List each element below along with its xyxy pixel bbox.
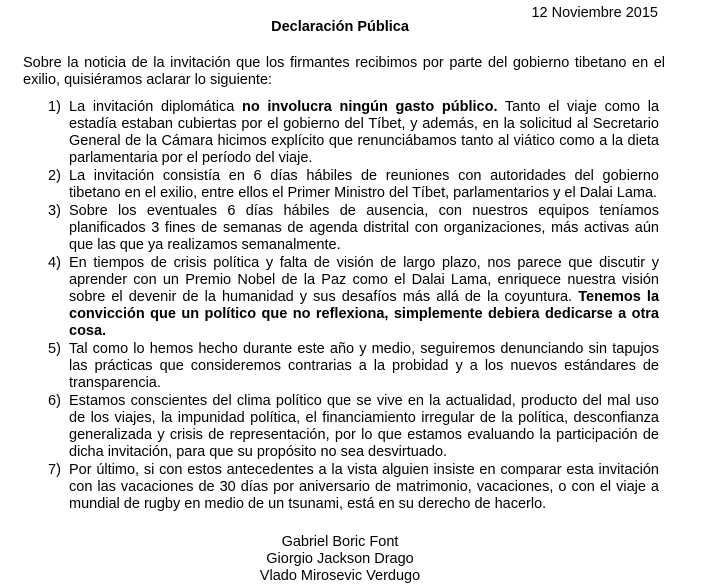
point-emphasis: no involucra ningún gasto público.: [242, 99, 498, 115]
point-number: 7): [48, 462, 61, 478]
point-emphasis: Tenemos la convicción que un político que no reflexiona, simplemente debiera dedicarse a otra cosa.: [69, 289, 660, 339]
point-text: Por último, si con estos antecedentes a la vista alguien insiste en comparar esta invitación con las vacaciones de 30 días por aniversario de matrimonio, vacaciones, o con el viaje a mundial de rugby en medio de un tsunami, está en su derecho de hacerlo.: [69, 462, 659, 512]
list-item: [0, 341, 715, 392]
numbered-points-list: [0, 99, 715, 514]
signatory-name: Vlado Mirosevic Verdugo: [259, 568, 421, 584]
point-text: La invitación diplomática no involucra ningún gasto público. Tanto el viaje como la estadía estaban cubiertas por el gobierno del Tíbet, y además, en la solicitud al Secretario General de la Cámara hicimos explícito que renunciábamos tanto al viático como a la dieta parlamentaria por el período del viaje.: [69, 99, 660, 166]
signature-block: [0, 534, 680, 585]
list-item: [0, 393, 715, 461]
list-item: [0, 255, 715, 340]
point-text: La invitación consistía en 6 días hábiles de reuniones con autoridades del gobierno tibetano en el exilio, entre ellos el Primer Ministro del Tíbet, parlamentarios y el Dalai Lama.: [69, 168, 659, 201]
point-text: Tal como lo hemos hecho durante este año y medio, seguiremos denunciando sin tapujos las prácticas que consideremos contrarias a la probidad y a los nuevos estándares de transparencia.: [69, 341, 659, 391]
signatory-name: Giorgio Jackson Drago: [266, 551, 414, 567]
point-number: 4): [48, 255, 61, 271]
point-text: Estamos conscientes del clima político que se vive en la actualidad, producto del mal uso de los viajes, la impunidad política, el financiamiento irregular de la política, desconfianza generalizada y crisis de representación, por lo que estamos evaluando la participación de dicha invitación, para que su propósito no sea desvirtuado.: [69, 393, 659, 460]
point-number: 5): [48, 341, 61, 357]
list-item: [0, 168, 715, 202]
document-date: 12 Noviembre 2015: [531, 5, 658, 21]
point-text: En tiempos de crisis política y falta de visión de largo plazo, nos parece que discutir y aprender con un Premio Nobel de la Paz como el Dalai Lama, enriquece nuestra visión sobre el devenir de la humanidad y sus desafíos más allá de la coyuntura. Tenemos la convicción que un político que no reflexiona, simplemente debiera dedicarse a otra cosa.: [69, 255, 660, 339]
point-number: 6): [48, 393, 61, 409]
intro-paragraph: Sobre la noticia de la invitación que los firmantes recibimos por parte del gobierno tibetano en el exilio, quisiéramos aclarar lo siguiente:: [23, 55, 665, 88]
list-item: [0, 462, 715, 513]
document-title: Declaración Pública: [271, 19, 409, 35]
point-text: Sobre los eventuales 6 días hábiles de ausencia, con nuestros equipos teníamos planificados 3 fines de semanas de agenda distrital con organizaciones, más activas aún que las que ya realizamos semanalmente.: [69, 203, 659, 253]
signatory-name: Gabriel Boric Font: [281, 534, 399, 550]
point-number: 1): [48, 99, 61, 115]
point-number: 2): [48, 168, 61, 184]
list-item: [0, 203, 715, 254]
point-number: 3): [48, 203, 61, 219]
list-item: [0, 99, 715, 167]
